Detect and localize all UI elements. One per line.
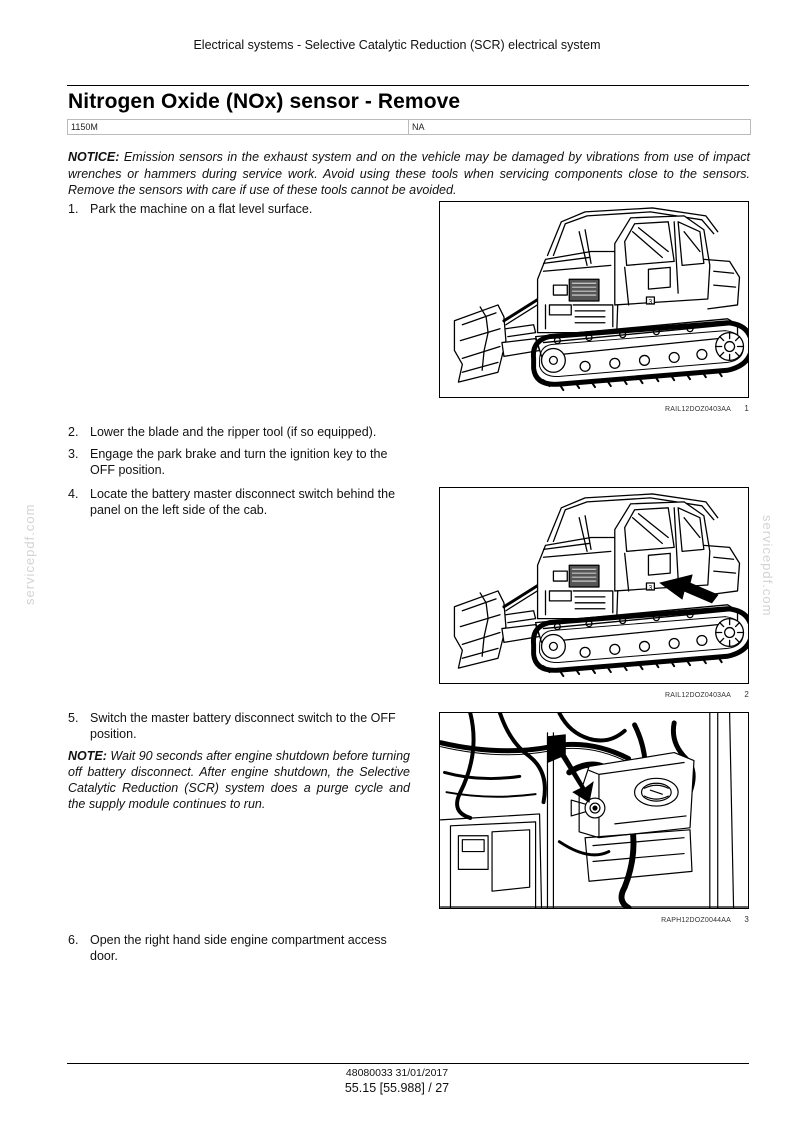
step-text: Engage the park brake and turn the ignition key to the OFF position.	[90, 447, 388, 477]
figure-3	[439, 712, 749, 909]
note-text: Wait 90 seconds after engine shutdown before turning off battery disconnect. After engine shutdown, the Selective Catalytic Reduction (SCR) system does a purge cycle and the supply module continues to run.	[68, 749, 410, 811]
step-text: Locate the battery master disconnect switch behind the panel on the left side of the cab.	[90, 487, 396, 517]
market-cell: NA	[412, 122, 425, 132]
notice-text: Emission sensors in the exhaust system and on the vehicle may be damaged by vibrations from use of impact wrenches or hammers during service work. Avoid using these tools when servicing components close to the sensors. Remove the sensors with care if use of these tools cannot be avoided.	[68, 150, 750, 197]
step-number: 6.	[68, 933, 79, 947]
step-number: 5.	[68, 711, 79, 725]
step-5	[68, 710, 410, 742]
applicability-table	[67, 119, 751, 135]
step-4	[68, 486, 410, 518]
crawler-dozer-arrow-illustration	[440, 488, 748, 683]
battery-disconnect-switch-illustration	[440, 713, 748, 908]
step-2	[68, 424, 410, 440]
figure-3-caption	[439, 915, 749, 924]
figure-1-caption	[439, 404, 749, 413]
step-text: Lower the blade and the ripper tool (if so equipped).	[90, 425, 377, 439]
figure-code: RAIL12DOZ0403AA	[664, 692, 731, 699]
step-text: Open the right hand side engine compartment access door.	[90, 933, 387, 963]
figure-1	[439, 201, 749, 398]
model-cell: 1150M	[68, 120, 409, 134]
watermark-right: servicepdf.com	[760, 515, 775, 617]
step-6	[68, 932, 410, 964]
step-number: 1.	[68, 202, 79, 216]
figure-2-caption	[439, 690, 749, 699]
notice-paragraph	[68, 149, 750, 199]
note-label: NOTE:	[68, 749, 107, 763]
step-3	[68, 446, 410, 478]
step-1	[68, 201, 410, 217]
header-rule	[67, 85, 749, 86]
step-text: Park the machine on a flat level surface.	[90, 202, 313, 216]
footer-rule	[67, 1063, 749, 1064]
figure-number: 3	[744, 915, 749, 924]
figure-code: RAIL12DOZ0403AA	[664, 406, 731, 413]
page-title: Nitrogen Oxide (NOx) sensor - Remove	[68, 90, 461, 113]
step-text: Switch the master battery disconnect switch to the OFF position.	[90, 711, 396, 741]
figure-number: 2	[744, 690, 749, 699]
step-number: 2.	[68, 425, 79, 439]
step-number: 4.	[68, 487, 79, 501]
step-number: 3.	[68, 447, 79, 461]
figure-number: 1	[744, 404, 749, 413]
page-reference: 55.15 [55.988] / 27	[344, 1081, 450, 1095]
figure-code: RAPH12DOZ0044AA	[661, 917, 731, 924]
crawler-dozer-illustration	[440, 202, 748, 397]
running-header: Electrical systems - Selective Catalytic Reduction (SCR) electrical system	[193, 38, 601, 52]
figure-2	[439, 487, 749, 684]
watermark-left: servicepdf.com	[22, 503, 37, 605]
note-paragraph	[68, 748, 410, 812]
document-reference: 48080033 31/01/2017	[345, 1067, 449, 1079]
notice-label: NOTICE:	[68, 150, 120, 164]
